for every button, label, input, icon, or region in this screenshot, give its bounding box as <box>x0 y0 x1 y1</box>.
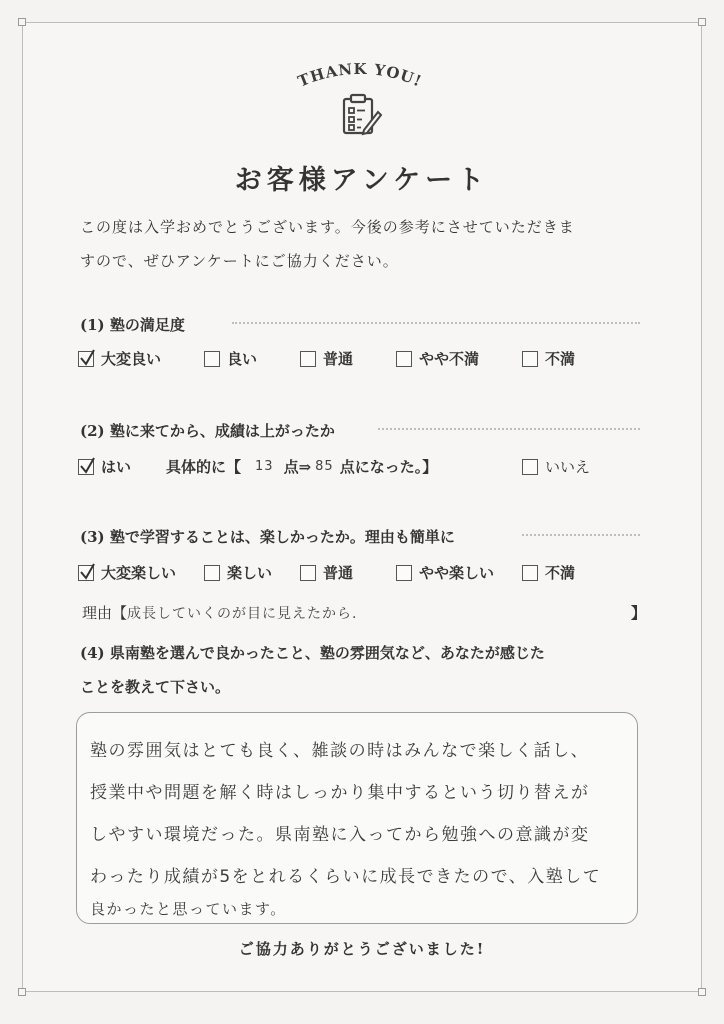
corner-mark-bl <box>18 988 26 996</box>
dotted-rule <box>378 428 640 430</box>
question-4-label-line-2: ことを教えて下さい。 <box>80 678 231 696</box>
svg-text:THANK YOU!: THANK YOU! <box>295 59 425 91</box>
option-fun[interactable] <box>204 562 272 583</box>
option-label: いいえ <box>545 458 591 476</box>
option-label: 良い <box>227 350 258 368</box>
checkbox-very-fun[interactable] <box>78 565 94 581</box>
option-label: はい <box>101 458 132 476</box>
answer-line-3: しやすい環境だった。県南塾に入ってから勉強への意識が変 <box>90 825 590 845</box>
corner-mark-tl <box>18 18 26 26</box>
option-label: 大変良い <box>101 350 162 368</box>
option-dissatisfied[interactable] <box>522 562 575 583</box>
option-label: やや不満 <box>419 350 480 368</box>
option-very-good[interactable] <box>78 348 161 369</box>
dotted-rule <box>522 534 640 536</box>
option-dissatisfied[interactable] <box>522 348 575 369</box>
checkbox-dissatisfied[interactable] <box>522 565 538 581</box>
option-yes[interactable] <box>78 456 131 477</box>
checkbox-yes[interactable] <box>78 459 94 475</box>
option-somewhat-fun[interactable] <box>396 562 494 583</box>
reason-field[interactable] <box>82 602 357 623</box>
check-mark-icon <box>78 562 96 582</box>
option-label: 大変楽しい <box>101 564 177 582</box>
score-after: 85 <box>315 459 334 474</box>
checkbox-very-good[interactable] <box>78 351 94 367</box>
detail-suffix: 点になった。】 <box>339 458 438 476</box>
reason-text: 成長していくのが目に見えたから. <box>127 605 358 622</box>
score-before: 13 <box>255 459 274 474</box>
checkbox-normal[interactable] <box>300 351 316 367</box>
checkbox-good[interactable] <box>204 351 220 367</box>
question-3-label: (3) 塾で学習することは、楽しかったか。理由も簡単に <box>80 528 455 546</box>
checkbox-somewhat-dissatisfied[interactable] <box>396 351 412 367</box>
answer-line-1: 塾の雰囲気はとても良く、雑談の時はみんなで楽しく話し、 <box>90 741 590 761</box>
option-normal[interactable] <box>300 562 353 583</box>
question-2-options <box>78 456 638 478</box>
question-4-label-line-1: (4) 県南塾を選んで良かったこと、塾の雰囲気など、あなたが感じた <box>80 644 545 662</box>
page-title: お客様アンケート <box>234 165 490 196</box>
checkbox-somewhat-fun[interactable] <box>396 565 412 581</box>
clipboard-icon <box>337 92 383 138</box>
checkbox-normal[interactable] <box>300 565 316 581</box>
dotted-rule <box>232 322 640 324</box>
option-label: 普通 <box>323 350 354 368</box>
score-detail <box>166 456 437 477</box>
reason-close-bracket: 】 <box>631 604 647 622</box>
option-label: 不満 <box>545 564 576 582</box>
answer-line-5: 良かったと思っています。 <box>90 900 287 918</box>
answer-line-2: 授業中や問題を解く時はしっかり集中するという切り替えが <box>90 783 590 803</box>
check-mark-icon <box>78 456 96 476</box>
closing-message: ご協力ありがとうございました! <box>238 940 486 958</box>
checkbox-fun[interactable] <box>204 565 220 581</box>
option-label: 不満 <box>545 350 576 368</box>
option-label: 普通 <box>323 564 354 582</box>
check-mark-icon <box>78 348 96 368</box>
option-no[interactable] <box>522 456 590 477</box>
option-normal[interactable] <box>300 348 353 369</box>
answer-line-4: わったり成績が5をとれるくらいに成長できたので、入塾して <box>90 867 602 887</box>
detail-mid: 点⇒ <box>283 458 312 476</box>
detail-prefix: 具体的に【 <box>166 458 242 476</box>
option-somewhat-dissatisfied[interactable] <box>396 348 479 369</box>
question-2-label: (2) 塾に来てから、成績は上がったか <box>80 422 335 440</box>
option-very-fun[interactable] <box>78 562 176 583</box>
question-1-label: (1) 塾の満足度 <box>80 316 185 334</box>
corner-mark-tr <box>698 18 706 26</box>
reason-row <box>78 602 647 624</box>
reason-label: 理由【 <box>82 604 128 622</box>
option-good[interactable] <box>204 348 257 369</box>
intro-line-2: すので、ぜひアンケートにご協力ください。 <box>80 252 399 270</box>
checkbox-no[interactable] <box>522 459 538 475</box>
option-label: やや楽しい <box>419 564 495 582</box>
option-label: 楽しい <box>227 564 273 582</box>
intro-line-1: この度は入学おめでとうございます。今後の参考にさせていただきま <box>80 218 575 236</box>
corner-mark-br <box>698 988 706 996</box>
checkbox-dissatisfied[interactable] <box>522 351 538 367</box>
